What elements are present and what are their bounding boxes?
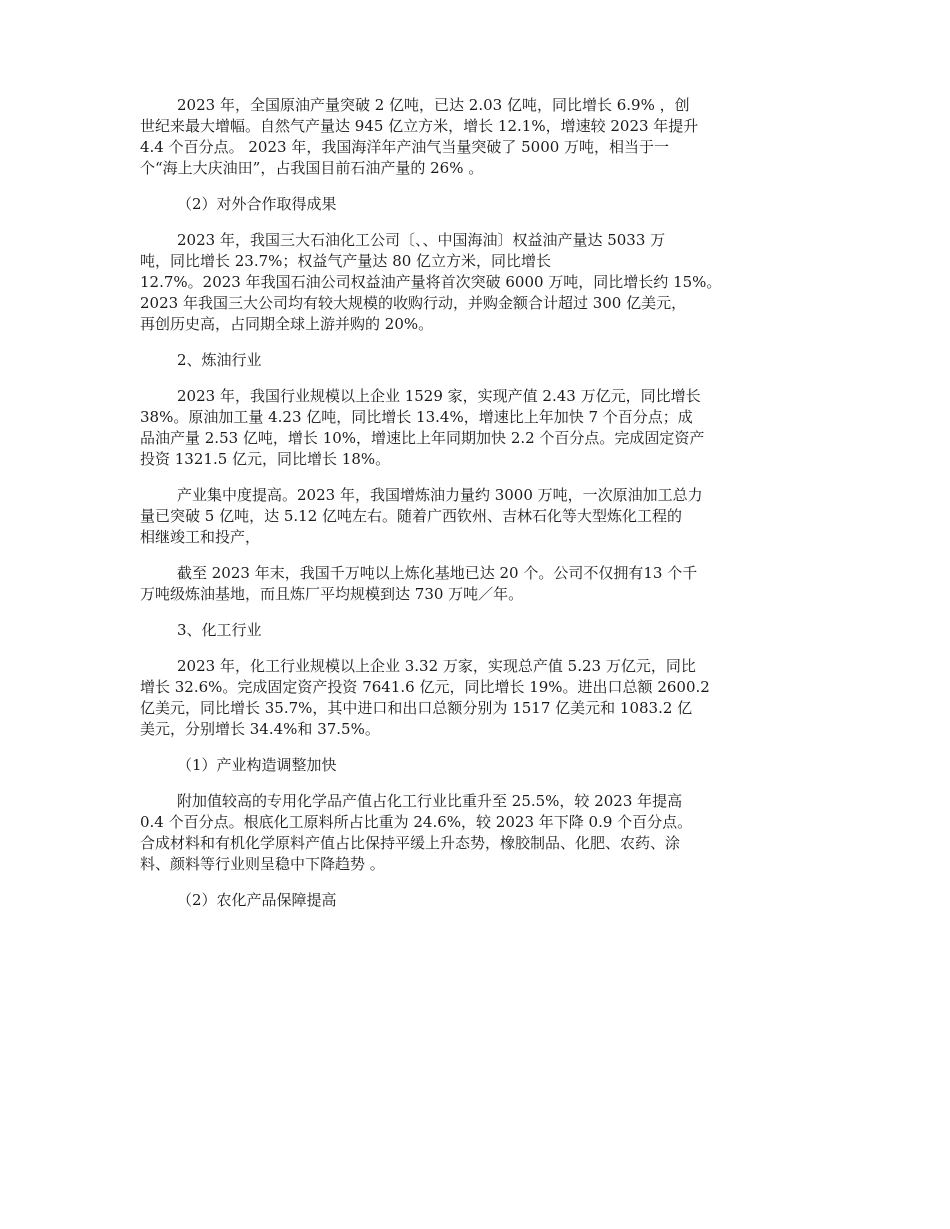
text-line: 投资 1321.5 亿元，同比增长 18%。 xyxy=(140,450,391,468)
text-line: 38%。原油加工量 4.23 亿吨，同比增长 13.4%，增速比上年加快 7 个百分点；成 xyxy=(140,408,693,426)
text-line: 4.4 个百分点。 2023 年，我国海洋年产油气当量突破了 5000 万吨，相当于一 xyxy=(140,138,670,156)
section-heading: （2）对外合作取得成果 xyxy=(177,195,337,213)
text-line: 附加值较高的专用化学品产值占化工行业比重升至 25.5%，较 2023 年提高 xyxy=(177,792,683,810)
paragraph-refining-stats xyxy=(140,386,812,470)
paragraph-chemical-stats xyxy=(140,656,812,740)
text-line: 量已突破 5 亿吨，达 5.12 亿吨左右。随着广西钦州、吉林石化等大型炼化工程的 xyxy=(140,507,683,525)
section-heading: 3、化工行业 xyxy=(177,621,262,639)
text-line: 相继竣工和投产， xyxy=(140,528,261,546)
text-line: 美元，分别增长 34.4%和 37.5%。 xyxy=(140,720,380,738)
text-line: 截至 2023 年末，我国千万吨以上炼化基地已达 20 个。公司不仅拥有13 个千 xyxy=(177,564,698,582)
text-line: 亿美元，同比增长 35.7%，其中进口和出口总额分别为 1517 亿美元和 1083.2 亿 xyxy=(140,699,693,717)
text-line: 料、颜料等行业则呈稳中下降趋势 。 xyxy=(140,855,385,873)
paragraph-industry-concentration xyxy=(140,485,812,548)
text-line: 世纪来最大增幅。自然气产量达 945 亿立方米，增长 12.1%，增速较 2023 年提升 xyxy=(140,117,699,135)
paragraph-refining-bases xyxy=(140,563,812,605)
document-page xyxy=(140,95,812,926)
paragraph-foreign-cooperation xyxy=(140,230,812,335)
text-line: 2023 年，化工行业规模以上企业 3.32 万家，实现总产值 5.23 万亿元，同比 xyxy=(177,657,696,675)
section-heading: （1）产业构造调整加快 xyxy=(177,756,337,774)
text-line: 12.7%。2023 年我国石油公司权益油产量将首次突破 6000 万吨，同比增长约 15%。 xyxy=(140,273,722,291)
text-line: 个“海上大庆油田”，占我国目前石油产量的 26% 。 xyxy=(140,159,484,177)
text-line: 再创历史高，占同期全球上游并购的 20%。 xyxy=(140,315,434,333)
text-line: 吨，同比增长 23.7%；权益气产量达 80 亿立方米，同比增长 xyxy=(140,252,552,270)
text-line: 增长 32.6%。完成固定资产投资 7641.6 亿元，同比增长 19%。进出口总额 2600.2 xyxy=(140,678,710,696)
section-heading: 2、炼油行业 xyxy=(177,351,262,369)
text-line: 2023 年，我国三大石油化工公司〔、、中国海油〕权益油产量达 5033 万 xyxy=(177,231,666,249)
text-line: 品油产量 2.53 亿吨，增长 10%，增速比上年同期加快 2.2 个百分点。完成固定资产 xyxy=(140,429,705,447)
text-line: 0.4 个百分点。根底化工原料所占比重为 24.6%，较 2023 年下降 0.9 个百分点。 xyxy=(140,813,693,831)
text-line: 产业集中度提高。2023 年，我国增炼油力量约 3000 万吨，一次原油加工总力 xyxy=(177,486,703,504)
text-line: 万吨级炼油基地，而且炼厂平均规模到达 730 万吨／年。 xyxy=(140,585,524,603)
text-line: 2023 年，我国行业规模以上企业 1529 家，实现产值 2.43 万亿元，同比增长 xyxy=(177,387,701,405)
text-line: 2023 年，全国原油产量突破 2 亿吨，已达 2.03 亿吨，同比增长 6.9% ，创 xyxy=(177,96,690,114)
text-line: 2023 年我国三大公司均有较大规模的收购行动，并购金额合计超过 300 亿美元， xyxy=(140,294,687,312)
section-heading: （2）农化产品保障提高 xyxy=(177,891,337,909)
paragraph-structure-adjustment xyxy=(140,791,812,875)
paragraph-crude-output xyxy=(140,95,812,179)
text-line: 合成材料和有机化学原料产值占比保持平缓上升态势，橡胶制品、化肥、农药、涂 xyxy=(140,834,681,852)
